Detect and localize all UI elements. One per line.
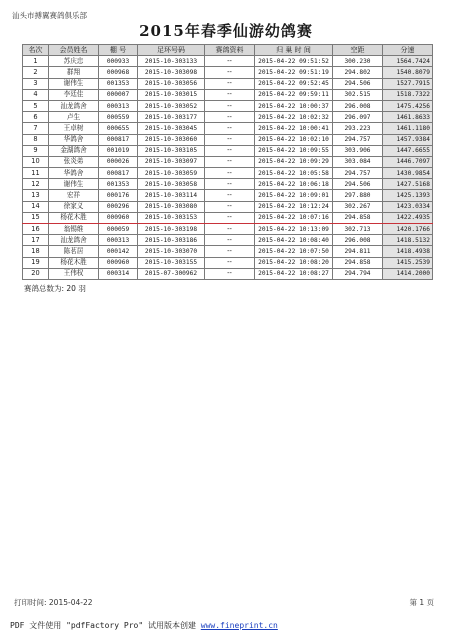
cell-info: -- (205, 78, 255, 89)
cell-member: 华鸽舍 (49, 134, 99, 145)
cell-info: -- (205, 156, 255, 167)
cell-ring: 2015-10-303052 (138, 100, 205, 111)
cell-time: 2015-04-22 10:06:18 (255, 179, 333, 190)
cell-loft: 000007 (99, 89, 138, 100)
cell-distance: 294.757 (333, 168, 383, 179)
cell-distance: 294.506 (333, 179, 383, 190)
cell-member: 苏庆忠 (49, 56, 99, 67)
cell-member: 群翔 (49, 67, 99, 78)
cell-speed: 1461.8633 (383, 112, 433, 123)
cell-speed: 1475.4256 (383, 100, 433, 111)
cell-distance: 302.713 (333, 224, 383, 235)
cell-time: 2015-04-22 10:00:41 (255, 123, 333, 134)
cell-rank: 19 (23, 257, 49, 268)
table-row (23, 67, 433, 78)
cell-rank: 10 (23, 156, 49, 167)
cell-speed: 1527.7915 (383, 78, 433, 89)
cell-info: -- (205, 168, 255, 179)
cell-distance: 297.880 (333, 190, 383, 201)
cell-time: 2015-04-22 09:51:52 (255, 56, 333, 67)
cell-member: 李廷佳 (49, 89, 99, 100)
cell-distance: 302.267 (333, 201, 383, 212)
cell-rank: 8 (23, 134, 49, 145)
page-title: 2015年春季仙游幼鸽赛 (139, 22, 313, 40)
cell-speed: 1418.4938 (383, 246, 433, 257)
cell-time: 2015-04-22 10:09:29 (255, 156, 333, 167)
table-row (23, 100, 433, 111)
page-number: 第 1 页 (409, 598, 434, 607)
table-row (23, 123, 433, 134)
cell-info: -- (205, 89, 255, 100)
cell-speed: 1540.8079 (383, 67, 433, 78)
col-header-distance: 空距 (333, 45, 383, 56)
cell-speed: 1457.9384 (383, 134, 433, 145)
cell-loft: 000960 (99, 257, 138, 268)
cell-speed: 1422.4935 (383, 212, 433, 223)
col-header-time: 归 巢 时 间 (255, 45, 333, 56)
cell-ring: 2015-10-303059 (138, 168, 205, 179)
cell-rank: 13 (23, 190, 49, 201)
cell-speed: 1447.6655 (383, 145, 433, 156)
cell-distance: 294.858 (333, 212, 383, 223)
cell-speed: 1564.7424 (383, 56, 433, 67)
col-header-member: 会员姓名 (49, 45, 99, 56)
cell-rank: 9 (23, 145, 49, 156)
cell-distance: 293.223 (333, 123, 383, 134)
cell-rank: 17 (23, 235, 49, 246)
cell-member: 王卓树 (49, 123, 99, 134)
cell-speed: 1446.7097 (383, 156, 433, 167)
cell-rank: 16 (23, 224, 49, 235)
table-row (23, 224, 433, 235)
table-row (23, 156, 433, 167)
cell-ring: 2015-10-303133 (138, 56, 205, 67)
cell-member: 卢生 (49, 112, 99, 123)
cell-info: -- (205, 112, 255, 123)
table-row (23, 112, 433, 123)
cell-time: 2015-04-22 10:12:24 (255, 201, 333, 212)
cell-time: 2015-04-22 10:05:58 (255, 168, 333, 179)
cell-distance: 294.802 (333, 67, 383, 78)
col-header-rank: 名次 (23, 45, 49, 56)
cell-info: -- (205, 212, 255, 223)
total-count: 赛鸽总数为: 20 羽 (24, 284, 86, 293)
cell-distance: 300.230 (333, 56, 383, 67)
cell-loft: 000142 (99, 246, 138, 257)
cell-member: 陈茗居 (49, 246, 99, 257)
cell-rank: 12 (23, 179, 49, 190)
cell-distance: 294.858 (333, 257, 383, 268)
cell-loft: 000968 (99, 67, 138, 78)
cell-info: -- (205, 67, 255, 78)
cell-loft: 000176 (99, 190, 138, 201)
cell-speed: 1461.1180 (383, 123, 433, 134)
table-row (23, 190, 433, 201)
cell-member: 宏祥 (49, 190, 99, 201)
cell-speed: 1420.1766 (383, 224, 433, 235)
cell-ring: 2015-07-300962 (138, 268, 205, 279)
cell-member: 徐家义 (49, 201, 99, 212)
cell-distance: 294.757 (333, 134, 383, 145)
cell-rank: 4 (23, 89, 49, 100)
cell-info: -- (205, 257, 255, 268)
col-header-loft: 棚 号 (99, 45, 138, 56)
cell-rank: 11 (23, 168, 49, 179)
cell-time: 2015-04-22 10:09:55 (255, 145, 333, 156)
table-row (23, 179, 433, 190)
cell-rank: 7 (23, 123, 49, 134)
cell-rank: 15 (23, 212, 49, 223)
cell-member: 杨花木胜 (49, 257, 99, 268)
cell-ring: 2015-10-303186 (138, 235, 205, 246)
cell-loft: 000313 (99, 100, 138, 111)
cell-ring: 2015-10-303056 (138, 78, 205, 89)
table-row (23, 268, 433, 279)
cell-speed: 1415.2539 (383, 257, 433, 268)
cell-ring: 2015-10-303105 (138, 145, 205, 156)
cell-ring: 2015-10-303060 (138, 134, 205, 145)
cell-member: 王伟权 (49, 268, 99, 279)
cell-info: -- (205, 179, 255, 190)
cell-speed: 1425.1393 (383, 190, 433, 201)
cell-ring: 2015-10-303114 (138, 190, 205, 201)
cell-loft: 000960 (99, 212, 138, 223)
cell-ring: 2015-10-303198 (138, 224, 205, 235)
cell-info: -- (205, 123, 255, 134)
cell-member: 汕龙鸽舍 (49, 235, 99, 246)
col-header-speed: 分速 (383, 45, 433, 56)
cell-rank: 18 (23, 246, 49, 257)
cell-speed: 1427.5168 (383, 179, 433, 190)
cell-ring: 2015-10-303097 (138, 156, 205, 167)
cell-time: 2015-04-22 09:51:19 (255, 67, 333, 78)
table-row (23, 168, 433, 179)
cell-member: 谢伟生 (49, 179, 99, 190)
table-row (23, 89, 433, 100)
fineprint-link[interactable]: www.fineprint.cn (200, 621, 278, 630)
cell-rank: 6 (23, 112, 49, 123)
table-row (23, 56, 433, 67)
cell-member: 杨花木胜 (49, 212, 99, 223)
col-header-ring: 足环号码 (138, 45, 205, 56)
cell-distance: 296.097 (333, 112, 383, 123)
cell-distance: 294.794 (333, 268, 383, 279)
cell-time: 2015-04-22 10:07:50 (255, 246, 333, 257)
cell-ring: 2015-10-303098 (138, 67, 205, 78)
cell-time: 2015-04-22 10:13:09 (255, 224, 333, 235)
cell-ring: 2015-10-303153 (138, 212, 205, 223)
pdf-creator-note (10, 620, 278, 631)
cell-speed: 1418.5132 (383, 235, 433, 246)
cell-info: -- (205, 268, 255, 279)
cell-loft: 000933 (99, 56, 138, 67)
cell-loft: 000313 (99, 235, 138, 246)
cell-time: 2015-04-22 09:59:11 (255, 89, 333, 100)
cell-loft: 000296 (99, 201, 138, 212)
cell-speed: 1518.7322 (383, 89, 433, 100)
cell-time: 2015-04-22 10:02:32 (255, 112, 333, 123)
cell-loft: 001353 (99, 179, 138, 190)
cell-rank: 1 (23, 56, 49, 67)
cell-ring: 2015-10-303177 (138, 112, 205, 123)
cell-time: 2015-04-22 10:02:10 (255, 134, 333, 145)
cell-info: -- (205, 134, 255, 145)
cell-info: -- (205, 190, 255, 201)
cell-loft: 001353 (99, 78, 138, 89)
cell-time: 2015-04-22 10:08:27 (255, 268, 333, 279)
cell-distance: 303.084 (333, 156, 383, 167)
cell-distance: 296.008 (333, 235, 383, 246)
cell-time: 2015-04-22 10:00:37 (255, 100, 333, 111)
cell-rank: 2 (23, 67, 49, 78)
print-time: 打印时间: 2015-04-22 (14, 598, 93, 607)
cell-member: 谢伟生 (49, 78, 99, 89)
cell-loft: 000559 (99, 112, 138, 123)
cell-loft: 000314 (99, 268, 138, 279)
table-row (23, 212, 433, 223)
col-header-info: 赛鸽资料 (205, 45, 255, 56)
cell-loft: 001019 (99, 145, 138, 156)
table-header-row (23, 45, 433, 56)
cell-member: 汕龙鸽舍 (49, 100, 99, 111)
table-row (23, 145, 433, 156)
cell-rank: 20 (23, 268, 49, 279)
cell-info: -- (205, 235, 255, 246)
cell-ring: 2015-10-303045 (138, 123, 205, 134)
cell-info: -- (205, 224, 255, 235)
cell-member: 华鸽舍 (49, 168, 99, 179)
cell-distance: 296.008 (333, 100, 383, 111)
cell-ring: 2015-10-303015 (138, 89, 205, 100)
cell-time: 2015-04-22 10:08:20 (255, 257, 333, 268)
cell-info: -- (205, 246, 255, 257)
table-row (23, 78, 433, 89)
table-row (23, 257, 433, 268)
cell-member: 翁锡维 (49, 224, 99, 235)
table-row (23, 246, 433, 257)
table-row (23, 134, 433, 145)
cell-loft: 000817 (99, 168, 138, 179)
cell-loft: 000655 (99, 123, 138, 134)
cell-time: 2015-04-22 10:07:16 (255, 212, 333, 223)
cell-distance: 302.515 (333, 89, 383, 100)
cell-info: -- (205, 56, 255, 67)
table-row (23, 235, 433, 246)
cell-loft: 000817 (99, 134, 138, 145)
cell-rank: 5 (23, 100, 49, 111)
cell-rank: 14 (23, 201, 49, 212)
cell-speed: 1430.9854 (383, 168, 433, 179)
cell-rank: 3 (23, 78, 49, 89)
cell-ring: 2015-10-303155 (138, 257, 205, 268)
club-name: 汕头市搏翼赛鸽俱乐部 (12, 11, 87, 20)
cell-time: 2015-04-22 10:09:01 (255, 190, 333, 201)
cell-ring: 2015-10-303080 (138, 201, 205, 212)
cell-time: 2015-04-22 09:52:45 (255, 78, 333, 89)
table-row (23, 201, 433, 212)
cell-ring: 2015-10-303070 (138, 246, 205, 257)
cell-info: -- (205, 201, 255, 212)
cell-loft: 000026 (99, 156, 138, 167)
cell-info: -- (205, 145, 255, 156)
cell-ring: 2015-10-303058 (138, 179, 205, 190)
cell-distance: 294.506 (333, 78, 383, 89)
cell-speed: 1423.0334 (383, 201, 433, 212)
cell-distance: 294.811 (333, 246, 383, 257)
pdf-note-text: PDF 文件使用 "pdfFactory Pro" 试用版本创建 (10, 621, 201, 630)
cell-member: 金湖鸽舍 (49, 145, 99, 156)
cell-speed: 1414.2000 (383, 268, 433, 279)
results-table (22, 44, 433, 280)
cell-distance: 303.906 (333, 145, 383, 156)
cell-member: 张炎弟 (49, 156, 99, 167)
cell-time: 2015-04-22 10:08:40 (255, 235, 333, 246)
cell-info: -- (205, 100, 255, 111)
cell-loft: 000059 (99, 224, 138, 235)
